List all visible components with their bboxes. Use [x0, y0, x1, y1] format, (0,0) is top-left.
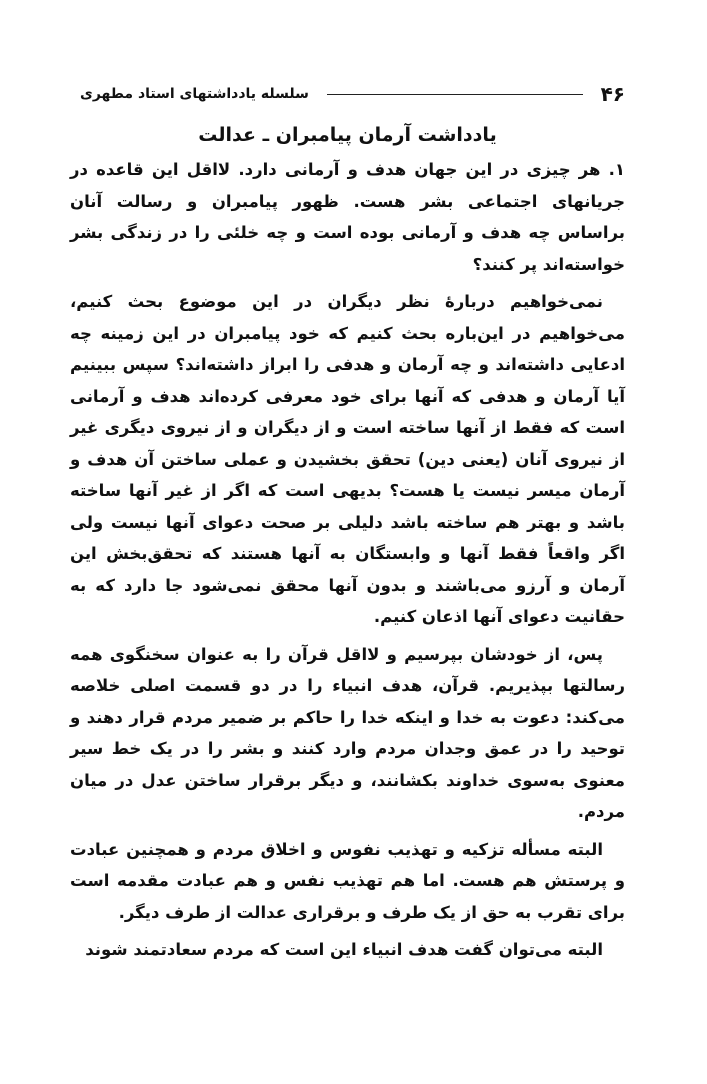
- header-rule: [327, 94, 583, 95]
- section-title: یادداشت آرمان پیامبران ـ عدالت: [198, 124, 497, 146]
- page-content: [70, 118, 625, 972]
- running-header: [80, 80, 625, 108]
- paragraph-2: نمی‌خواهیم دربارهٔ نظر دیگران در این موضوع بحث کنیم، می‌خواهیم در این‌باره بحث کنیم که خود پیامبران در این زمینه چه ادعایی داشته‌اند و چه آرمان و هدفی را ابراز داشته‌اند؟ سپس ببینیم آیا آرمان و هدفی که آنها برای خود معرفی کرده‌اند هدف و آرمانی است که فقط از آنها ساخته است و از دیگران و از نیروی دیگری غیر از نیروی آنان (یعنی دین) تحقق بخشیدن و عملی ساختن آن هدف و آرمان میسر نیست یا هست؟ بدیهی است که اگر از غیر آنها ساخته باشد و بهتر هم ساخته باشد دلیلی بر صحت دعوای آنها نیست ولی اگر واقعاً فقط آنها و وابستگان به آنها هستند که تحقق‌بخش این آرمان و آرزو می‌باشند و بدون آنها محقق نمی‌شود جا دارد که به حقانیت دعوای آنها اذعان کنیم.: [70, 292, 625, 626]
- page-number: ۴۶: [600, 82, 625, 106]
- paragraph-1: ۱. هر چیزی در این جهان هدف و آرمانی دارد. لااقل این قاعده در جریانهای اجتماعی بشر هست. ظهور پیامبران و رسالت آنان براساس چه هدف و آرمانی بوده است و چه خلئی را در زندگی بشر خواسته‌اند پر کنند؟: [70, 160, 625, 274]
- paragraph-4: البته مسأله تزکیه و تهذیب نفوس و اخلاق مردم و همچنین عبادت و پرستش هم هست. اما هم تهذیب نفس و هم عبادت مقدمه است برای تقرب به حق از یک طرف و برقراری عدالت از طرف دیگر.: [70, 839, 625, 922]
- paragraph-5: البته می‌توان گفت هدف انبیاء این است که مردم سعادتمند شوند: [85, 940, 603, 959]
- series-title: سلسله یادداشتهای استاد مطهری: [80, 86, 309, 102]
- paragraph-3: پس، از خودشان بپرسیم و لااقل قرآن را به عنوان سخنگوی همه رسالتها بپذیریم. قرآن، هدف انبیاء را در دو قسمت اصلی خلاصه می‌کند: دعوت به خدا و اینکه خدا را حاکم بر ضمیر مردم قرار دهند و توحید را در عمق وجدان مردم وارد کنند و بشر را در یک خط سیر معنوی به‌سوی خداوند بکشانند، و دیگر برقرار ساختن عدل در میان مردم.: [70, 644, 625, 821]
